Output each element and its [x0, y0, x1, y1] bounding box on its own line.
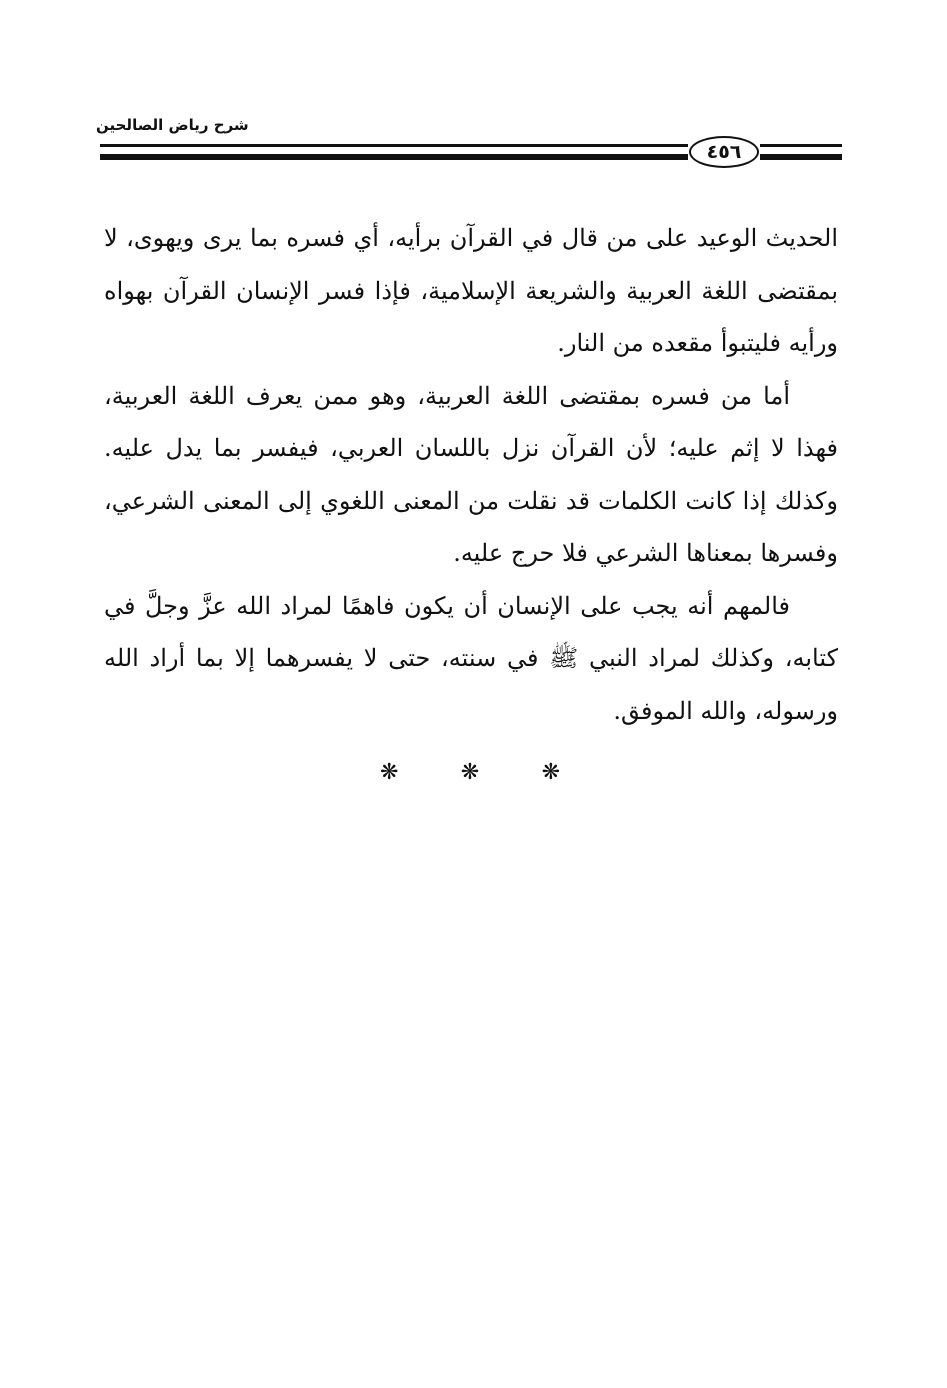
asterism-icon: ❋: [541, 760, 560, 785]
paragraph-3: فالمهم أنه يجب على الإنسان أن يكون فاهمًا لمراد الله عزَّ وجلَّ في كتابه، وكذلك لمراد النبي ﷺ في سنته، حتى لا يفسرهما إلا بما أراد الله ورسوله، والله الموفق.: [104, 591, 838, 725]
paragraph-1: الحديث الوعيد على من قال في القرآن برأيه، أي فسره بما يرى ويهوى، لا بمقتضى اللغة العربية والشريعة الإسلامية، فإذا فسر الإنسان القرآن بهواه ورأيه فليتبوأ مقعده من النار.: [104, 224, 838, 357]
section-separator: [380, 760, 560, 785]
page-number: ٤٥٦: [689, 136, 759, 168]
asterism-icon: ❋: [460, 760, 480, 785]
book-title: شرح رياض الصالحين: [96, 116, 249, 134]
asterism-icon: ❋: [380, 760, 399, 785]
header-rule-left: [100, 144, 688, 160]
paragraph-2: أما من فسره بمقتضى اللغة العربية، وهو ممن يعرف اللغة العربية، فهذا لا إثم عليه؛ لأن القرآن نزل باللسان العربي، فيفسر بما يدل عليه. وكذلك إذا كانت الكلمات قد نقلت من المعنى اللغوي إلى المعنى الشرعي، وفسرها بمعناها الشرعي فلا حرج عليه.: [104, 381, 838, 567]
header-rule-right: [760, 144, 842, 160]
body-text: [104, 212, 838, 737]
